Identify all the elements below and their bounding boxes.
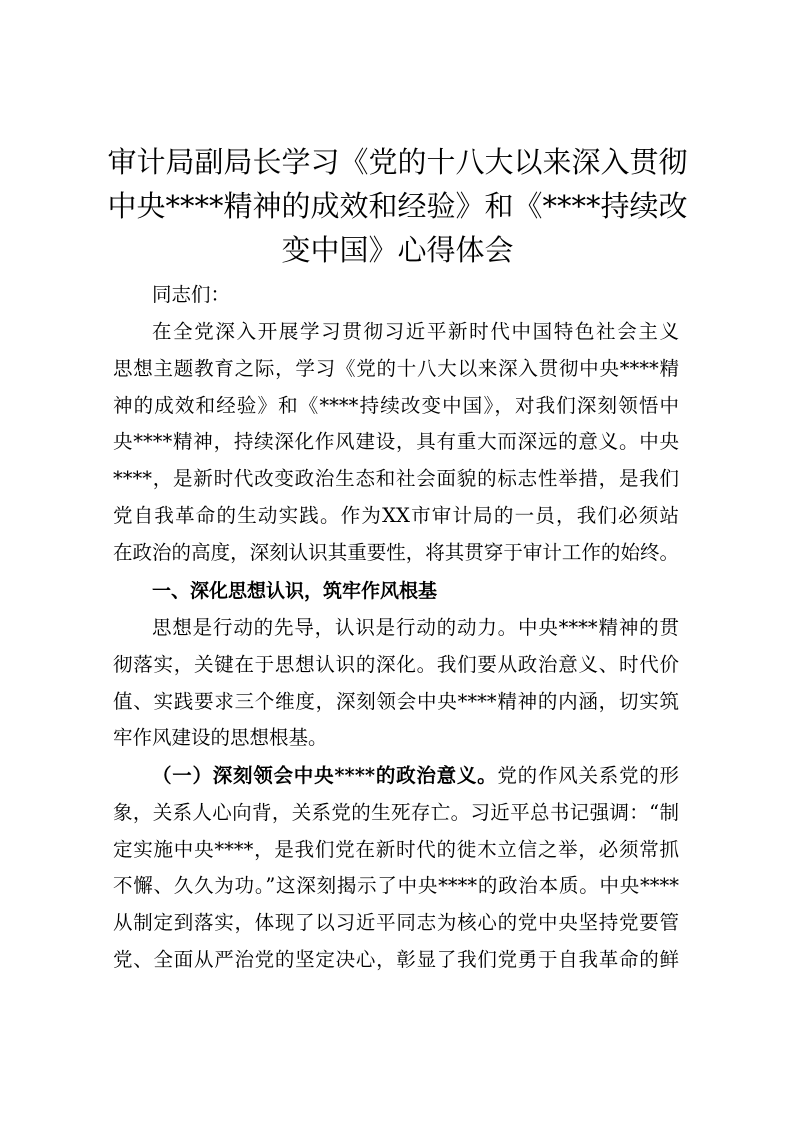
title-line-1: 审计局副局长学习《党的十八大以来深入贯彻 — [107, 145, 688, 179]
paragraph-line: 党、全面从严治党的坚定决心，彰显了我们党勇于自我革命的鲜 — [113, 947, 679, 971]
paragraph-line: 从制定到落实，体现了以习近平同志为核心的党中央坚持党要管 — [113, 911, 679, 935]
paragraph-line: 不懈、久久为功。”这深刻揭示了中央****的政治本质。中央**** — [113, 874, 679, 898]
title-line-2: 中央****精神的成效和经验》和《****持续改 — [107, 189, 688, 223]
paragraph-line: 牢作风建设的思想根基。 — [113, 726, 328, 750]
paragraph-line: 彻落实，关键在于思想认识的深化。我们要从政治意义、时代价 — [113, 652, 679, 676]
paragraph-line — [113, 758, 679, 795]
paragraph-line: 神的成效和经验》和《****持续改变中国》，对我们深刻领悟中 — [113, 393, 679, 417]
paragraph-line: 思想是行动的先导，认识是行动的动力。中央****精神的贯 — [152, 616, 679, 639]
paragraph-line: 值、实践要求三个维度，深刻领会中央****精神的内涵，切实筑 — [113, 689, 679, 713]
paragraph-line: 在政治的高度，深刻认识其重要性，将其贯穿于审计工作的始终。 — [113, 540, 679, 564]
section-heading-1: 一、深化思想认识，筑牢作风根基 — [152, 580, 438, 602]
greeting: 同志们： — [152, 283, 231, 306]
section1-paragraph — [113, 610, 679, 757]
document-title — [95, 140, 700, 272]
title-line-3: 变中国》心得体会 — [281, 233, 514, 267]
paragraph-line: ****，是新时代改变政治生态和社会面貌的标志性举措，是我们 — [113, 467, 679, 491]
paragraph-line: 定实施中央****，是我们党在新时代的徙木立信之举，必须常抓 — [113, 837, 679, 861]
subsection1-paragraph — [113, 758, 679, 979]
paragraph-line: 在全党深入开展学习贯彻习近平新时代中国特色社会主义 — [152, 320, 679, 343]
paragraph-line: 央****精神，持续深化作风建设，具有重大而深远的意义。中央 — [113, 430, 679, 454]
paragraph-text: 党的作风关系党的形 — [497, 764, 679, 787]
paragraph-line: 思想主题教育之际，学习《党的十八大以来深入贯彻中央****精 — [113, 356, 679, 380]
subsection-heading-1: （一）深刻领会中央****的政治意义。 — [152, 764, 498, 787]
intro-paragraph — [113, 314, 679, 572]
paragraph-line: 党自我革命的生动实践。作为XX市审计局的一员，我们必须站 — [113, 503, 679, 527]
paragraph-line: 象，关系人心向背，关系党的生死存亡。习近平总书记强调：“制 — [113, 800, 679, 824]
